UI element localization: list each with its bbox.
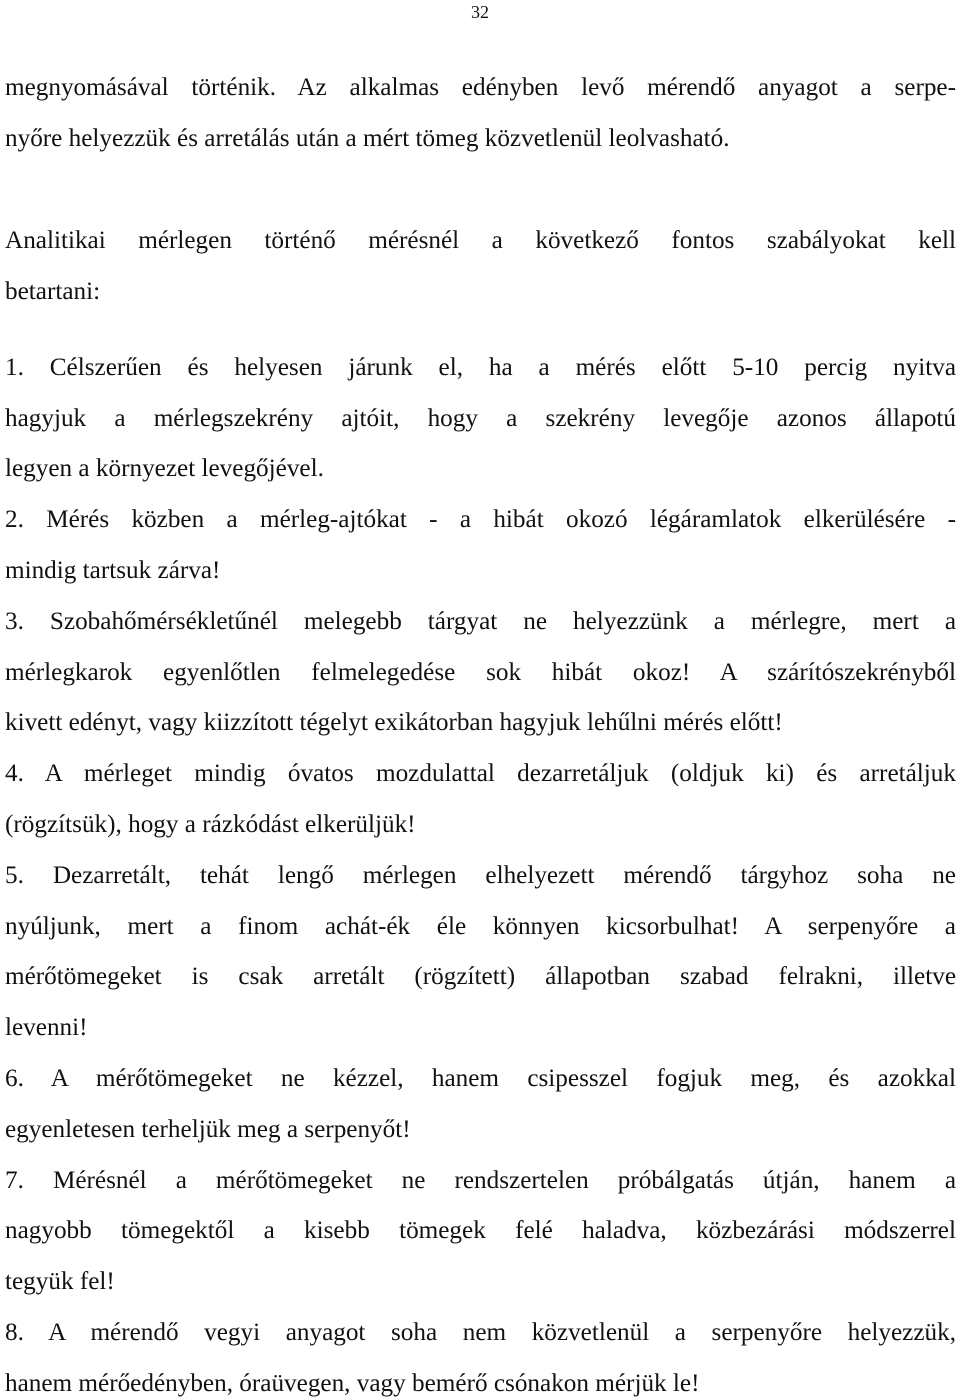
list-item-8-line: 8. A mérendő vegyi anyagot soha nem közvetlenül a serpenyőre helyezzük,: [5, 1319, 956, 1346]
list-item-4-line: (rögzítsük), hogy a rázkódást elkerüljük!: [5, 811, 416, 838]
text-line: betartani:: [5, 278, 101, 305]
list-item-7-line: 7. Mérésnél a mérőtömegeket ne rendszertelen próbálgatás útján, hanem a: [5, 1167, 956, 1194]
list-item-1-line: legyen a környezet levegőjével.: [5, 455, 324, 482]
list-item-5-line: levenni!: [5, 1014, 88, 1041]
list-item-7-line: tegyük fel!: [5, 1268, 115, 1295]
text-line: megnyomásával történik. Az alkalmas edényben levő mérendő anyagot a serpe-: [5, 74, 956, 101]
list-item-2-line: 2. Mérés közben a mérleg-ajtókat - a hibát okozó légáramlatok elkerülésére -: [5, 506, 956, 533]
page-number: 32: [471, 2, 489, 22]
list-item-2-line: mindig tartsuk zárva!: [5, 557, 221, 584]
list-item-1-line: 1. Célszerűen és helyesen járunk el, ha a mérés előtt 5-10 percig nyitva: [5, 354, 956, 381]
list-item-3-line: kivett edényt, vagy kiizzított tégelyt exikátorban hagyjuk lehűlni mérés előtt!: [5, 709, 783, 736]
list-item-8-line: hanem mérőedényben, óraüvegen, vagy bemérő csónakon mérjük le!: [5, 1370, 700, 1397]
list-item-4-line: 4. A mérleget mindig óvatos mozdulattal dezarretáljuk (oldjuk ki) és arretáljuk: [5, 760, 956, 787]
list-item-3-line: 3. Szobahőmérsékletűnél melegebb tárgyat ne helyezzünk a mérlegre, mert a: [5, 608, 956, 635]
list-item-7-line: nagyobb tömegektől a kisebb tömegek felé haladva, közbezárási módszerrel: [5, 1217, 956, 1244]
list-item-3-line: mérlegkarok egyenlőtlen felmelegedése sok hibát okoz! A szárítószekrényből: [5, 659, 956, 686]
list-item-5-line: nyúljunk, mert a finom achát-ék éle könnyen kicsorbulhat! A serpenyőre a: [5, 913, 956, 940]
list-item-5-line: 5. Dezarretált, tehát lengő mérlegen elhelyezett mérendő tárgyhoz soha ne: [5, 862, 956, 889]
text-line: Analitikai mérlegen történő mérésnél a következő fontos szabályokat kell: [5, 227, 956, 254]
list-item-6-line: egyenletesen terheljük meg a serpenyőt!: [5, 1116, 411, 1143]
list-item-6-line: 6. A mérőtömegeket ne kézzel, hanem csipesszel fogjuk meg, és azokkal: [5, 1065, 956, 1092]
text-line: nyőre helyezzük és arretálás után a mért tömeg közvetlenül leolvasható.: [5, 125, 730, 152]
list-item-1-line: hagyjuk a mérlegszekrény ajtóit, hogy a szekrény levegője azonos állapotú: [5, 405, 956, 432]
list-item-5-line: mérőtömegeket is csak arretált (rögzített) állapotban szabad felrakni, illetve: [5, 963, 956, 990]
